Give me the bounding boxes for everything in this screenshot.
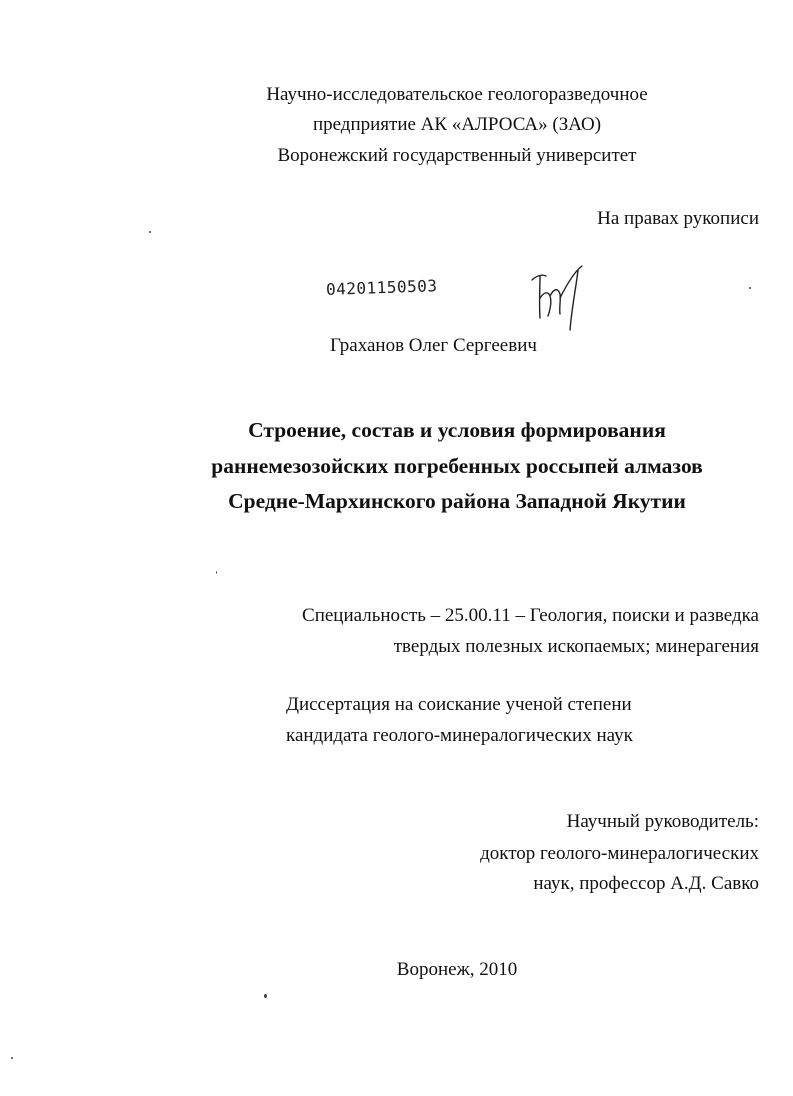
advisor-degree: доктор геолого-минералогических (480, 843, 759, 864)
thesis-title-line-2: раннемезозойских погребенных россыпей алмазов (211, 454, 703, 478)
registration-number-stamp: 04201150503 (325, 276, 438, 299)
scan-speck (264, 994, 267, 998)
scan-speck (216, 571, 217, 574)
thesis-title-line-1: Строение, состав и условия формирования (248, 418, 666, 442)
organization-line-1: Научно-исследовательское геологоразведочное (266, 84, 648, 105)
university-name: Воронежский государственный университет (277, 145, 637, 166)
advisor-name: наук, профессор А.Д. Савко (533, 873, 759, 894)
author-signature-icon (526, 258, 596, 338)
scan-speck (149, 231, 151, 233)
specialty-line-1: Специальность – 25.00.11 – Геология, поиски и разведка (302, 605, 759, 626)
place-and-year: Воронеж, 2010 (396, 959, 518, 980)
degree-line-2: кандидата геолого-минералогических наук (286, 725, 633, 746)
scan-speck (749, 287, 751, 289)
degree-line-1: Диссертация на соискание ученой степени (286, 694, 632, 715)
thesis-title-line-3: Средне-Мархинского района Западной Якутии (228, 489, 686, 513)
advisor-heading: Научный руководитель: (566, 811, 759, 832)
organization-line-2: предприятие АК «АЛРОСА» (ЗАО) (312, 114, 602, 135)
author-name: Граханов Олег Сергеевич (330, 335, 537, 356)
manuscript-rights-note: На правах рукописи (597, 208, 759, 229)
scan-speck (11, 1057, 13, 1059)
specialty-line-2: твердых полезных ископаемых; минерагения (393, 636, 759, 657)
